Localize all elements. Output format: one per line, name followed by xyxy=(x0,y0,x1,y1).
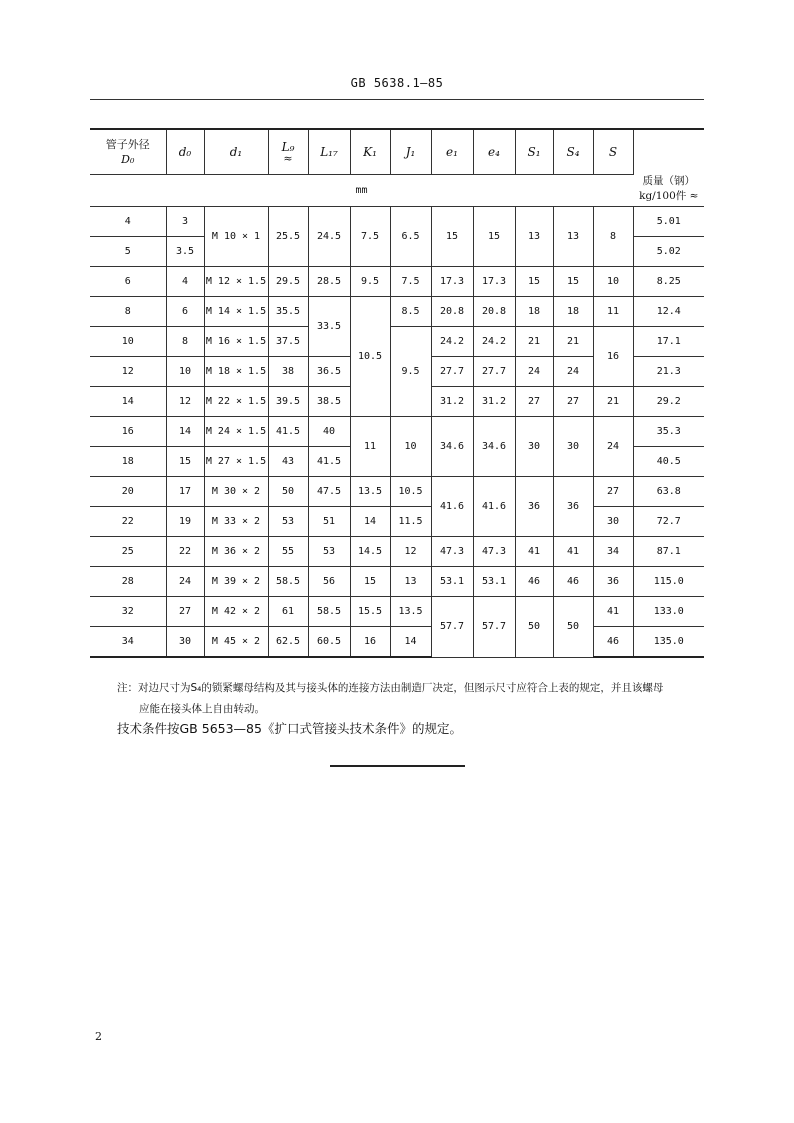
cell-L17: 58.5 xyxy=(308,597,350,627)
cell-D0: 12 xyxy=(90,357,166,387)
cell-L17: 47.5 xyxy=(308,477,350,507)
note-line-2: 应能在接头体上自由转动。 xyxy=(139,703,265,715)
cell-J1: 10 xyxy=(390,417,431,477)
cell-d1: M 22 × 1.5 xyxy=(204,387,268,417)
cell-d1: M 24 × 1.5 xyxy=(204,417,268,447)
cell-K1: 14 xyxy=(350,507,390,537)
cell-L17: 24.5 xyxy=(308,207,350,267)
cell-d1: M 30 × 2 xyxy=(204,477,268,507)
header-L17: L₁₇ xyxy=(308,129,350,175)
cell-D0: 20 xyxy=(90,477,166,507)
cell-mass: 40.5 xyxy=(633,447,704,477)
cell-J1: 13 xyxy=(390,567,431,597)
cell-K1: 15.5 xyxy=(350,597,390,627)
cell-S4: 18 xyxy=(553,297,593,327)
header-S: S xyxy=(593,129,633,175)
header-mass-label: 质量（钢） xyxy=(642,175,695,187)
cell-S4: 30 xyxy=(553,417,593,477)
cell-L9: 62.5 xyxy=(268,627,308,658)
cell-S1: 30 xyxy=(515,417,553,477)
header-pipe-od-symbol: D₀ xyxy=(121,153,135,166)
cell-L17: 40 xyxy=(308,417,350,447)
cell-S4: 24 xyxy=(553,357,593,387)
cell-K1: 16 xyxy=(350,627,390,658)
cell-D0: 8 xyxy=(90,297,166,327)
header-e4: e₄ xyxy=(473,129,515,175)
cell-e4: 57.7 xyxy=(473,597,515,658)
cell-D0: 10 xyxy=(90,327,166,357)
cell-L9: 25.5 xyxy=(268,207,308,267)
cell-L17: 60.5 xyxy=(308,627,350,658)
cell-K1: 11 xyxy=(350,417,390,477)
cell-L17: 51 xyxy=(308,507,350,537)
cell-K1: 14.5 xyxy=(350,537,390,567)
cell-D0: 32 xyxy=(90,597,166,627)
cell-d1: M 33 × 2 xyxy=(204,507,268,537)
cell-L9: 55 xyxy=(268,537,308,567)
cell-S: 36 xyxy=(593,567,633,597)
cell-d1: M 45 × 2 xyxy=(204,627,268,658)
cell-J1: 11.5 xyxy=(390,507,431,537)
table-row xyxy=(90,507,704,537)
cell-mass: 133.0 xyxy=(633,597,704,627)
cell-L17: 33.5 xyxy=(308,297,350,357)
header-mass xyxy=(633,129,704,207)
cell-S1: 41 xyxy=(515,537,553,567)
cell-S1: 18 xyxy=(515,297,553,327)
cell-S: 11 xyxy=(593,297,633,327)
cell-d0: 10 xyxy=(166,357,204,387)
header-S4: S₄ xyxy=(553,129,593,175)
cell-S: 30 xyxy=(593,507,633,537)
cell-d1: M 36 × 2 xyxy=(204,537,268,567)
cell-e4: 24.2 xyxy=(473,327,515,357)
cell-S1: 15 xyxy=(515,267,553,297)
approx-symbol: ≈ xyxy=(283,152,293,165)
cell-S: 10 xyxy=(593,267,633,297)
cell-mass: 87.1 xyxy=(633,537,704,567)
cell-e1: 17.3 xyxy=(431,267,473,297)
cell-e4: 15 xyxy=(473,207,515,267)
cell-S1: 27 xyxy=(515,387,553,417)
table-row xyxy=(90,327,704,357)
cell-e4: 34.6 xyxy=(473,417,515,477)
cell-e1: 57.7 xyxy=(431,597,473,658)
cell-J1: 13.5 xyxy=(390,597,431,627)
cell-L17: 38.5 xyxy=(308,387,350,417)
header-e1: e₁ xyxy=(431,129,473,175)
cell-d1: M 27 × 1.5 xyxy=(204,447,268,477)
cell-L17: 36.5 xyxy=(308,357,350,387)
header-d0: d₀ xyxy=(166,129,204,175)
cell-e4: 53.1 xyxy=(473,567,515,597)
cell-S4: 50 xyxy=(553,597,593,658)
cell-D0: 4 xyxy=(90,207,166,237)
cell-d0: 17 xyxy=(166,477,204,507)
header-pipe-od xyxy=(90,129,166,175)
cell-S4: 13 xyxy=(553,207,593,267)
cell-L17: 41.5 xyxy=(308,447,350,477)
cell-L9: 58.5 xyxy=(268,567,308,597)
cell-d0: 15 xyxy=(166,447,204,477)
cell-L17: 53 xyxy=(308,537,350,567)
cell-K1: 7.5 xyxy=(350,207,390,267)
standard-code: GB 5638.1—85 xyxy=(350,76,444,90)
cell-e4: 17.3 xyxy=(473,267,515,297)
cell-D0: 25 xyxy=(90,537,166,567)
cell-J1: 10.5 xyxy=(390,477,431,507)
cell-mass: 21.3 xyxy=(633,357,704,387)
cell-D0: 6 xyxy=(90,267,166,297)
cell-J1: 14 xyxy=(390,627,431,658)
cell-J1: 8.5 xyxy=(390,297,431,327)
cell-L9: 53 xyxy=(268,507,308,537)
cell-d0: 8 xyxy=(166,327,204,357)
cell-d0: 14 xyxy=(166,417,204,447)
header-mass-unit: kg/100件 ≈ xyxy=(639,190,699,202)
cell-d0: 6 xyxy=(166,297,204,327)
cell-e1: 20.8 xyxy=(431,297,473,327)
cell-J1: 7.5 xyxy=(390,267,431,297)
cell-mass: 8.25 xyxy=(633,267,704,297)
cell-L9: 35.5 xyxy=(268,297,308,327)
cell-J1: 12 xyxy=(390,537,431,567)
cell-d0: 22 xyxy=(166,537,204,567)
cell-D0: 16 xyxy=(90,417,166,447)
unit-label: mm xyxy=(90,175,633,207)
note-line-1: 注：对边尺寸为S₄的锁紧螺母结构及其与接头体的连接方法由制造厂决定，但图示尺寸应符合上表的规定，并且该螺母 xyxy=(117,682,664,694)
cell-S4: 15 xyxy=(553,267,593,297)
cell-S4: 27 xyxy=(553,387,593,417)
cell-S: 16 xyxy=(593,327,633,387)
dimension-table xyxy=(90,128,704,658)
cell-d1: M 10 × 1 xyxy=(204,207,268,267)
cell-L9: 50 xyxy=(268,477,308,507)
cell-d0: 3.5 xyxy=(166,237,204,267)
cell-K1: 10.5 xyxy=(350,297,390,417)
header-K1: K₁ xyxy=(350,129,390,175)
cell-e1: 34.6 xyxy=(431,417,473,477)
cell-L17: 56 xyxy=(308,567,350,597)
cell-S: 24 xyxy=(593,417,633,477)
table-row xyxy=(90,567,704,597)
cell-K1: 15 xyxy=(350,567,390,597)
cell-d0: 27 xyxy=(166,597,204,627)
cell-e4: 47.3 xyxy=(473,537,515,567)
cell-d0: 12 xyxy=(166,387,204,417)
cell-d0: 19 xyxy=(166,507,204,537)
cell-d0: 24 xyxy=(166,567,204,597)
table-row xyxy=(90,267,704,297)
table-row xyxy=(90,537,704,567)
cell-D0: 22 xyxy=(90,507,166,537)
cell-S: 34 xyxy=(593,537,633,567)
cell-mass: 29.2 xyxy=(633,387,704,417)
cell-S: 46 xyxy=(593,627,633,658)
cell-S1: 13 xyxy=(515,207,553,267)
cell-S4: 21 xyxy=(553,327,593,357)
table-row xyxy=(90,207,704,237)
cell-d0: 3 xyxy=(166,207,204,237)
header-d1: d₁ xyxy=(204,129,268,175)
cell-e1: 53.1 xyxy=(431,567,473,597)
cell-L9: 29.5 xyxy=(268,267,308,297)
cell-d1: M 39 × 2 xyxy=(204,567,268,597)
cell-D0: 18 xyxy=(90,447,166,477)
cell-L9: 38 xyxy=(268,357,308,387)
cell-e4: 20.8 xyxy=(473,297,515,327)
cell-S: 8 xyxy=(593,207,633,267)
cell-e1: 15 xyxy=(431,207,473,267)
cell-K1: 9.5 xyxy=(350,267,390,297)
cell-e4: 41.6 xyxy=(473,477,515,537)
cell-D0: 34 xyxy=(90,627,166,658)
header-divider xyxy=(90,99,704,100)
cell-K1: 13.5 xyxy=(350,477,390,507)
cell-e1: 47.3 xyxy=(431,537,473,567)
technical-conditions: 技术条件按GB 5653—85《扩口式管接头技术条件》的规定。 xyxy=(117,721,462,736)
cell-S1: 50 xyxy=(515,597,553,658)
table-row xyxy=(90,477,704,507)
cell-S: 21 xyxy=(593,387,633,417)
cell-mass: 5.01 xyxy=(633,207,704,237)
cell-L17: 28.5 xyxy=(308,267,350,297)
cell-mass: 72.7 xyxy=(633,507,704,537)
cell-d1: M 16 × 1.5 xyxy=(204,327,268,357)
cell-mass: 5.02 xyxy=(633,237,704,267)
table-note xyxy=(117,678,717,720)
cell-S4: 41 xyxy=(553,537,593,567)
cell-mass: 115.0 xyxy=(633,567,704,597)
cell-d0: 4 xyxy=(166,267,204,297)
header-J1: J₁ xyxy=(390,129,431,175)
cell-S: 41 xyxy=(593,597,633,627)
cell-e1: 24.2 xyxy=(431,327,473,357)
cell-e1: 41.6 xyxy=(431,477,473,537)
cell-J1: 9.5 xyxy=(390,327,431,417)
cell-S1: 21 xyxy=(515,327,553,357)
cell-S4: 46 xyxy=(553,567,593,597)
cell-S4: 36 xyxy=(553,477,593,537)
cell-d1: M 18 × 1.5 xyxy=(204,357,268,387)
cell-L9: 43 xyxy=(268,447,308,477)
cell-mass: 12.4 xyxy=(633,297,704,327)
header-L9 xyxy=(268,129,308,175)
cell-e1: 27.7 xyxy=(431,357,473,387)
header-pipe-od-label: 管子外径 xyxy=(105,138,150,151)
table-row xyxy=(90,417,704,447)
cell-d1: M 42 × 2 xyxy=(204,597,268,627)
cell-L9: 41.5 xyxy=(268,417,308,447)
cell-L9: 37.5 xyxy=(268,327,308,357)
header-S1: S₁ xyxy=(515,129,553,175)
cell-S1: 24 xyxy=(515,357,553,387)
cell-mass: 135.0 xyxy=(633,627,704,658)
table-row xyxy=(90,297,704,327)
cell-mass: 63.8 xyxy=(633,477,704,507)
cell-mass: 17.1 xyxy=(633,327,704,357)
page-number: 2 xyxy=(95,1030,102,1043)
cell-d0: 30 xyxy=(166,627,204,658)
header-L9-symbol: L₉ xyxy=(281,140,295,154)
cell-S1: 46 xyxy=(515,567,553,597)
cell-L9: 61 xyxy=(268,597,308,627)
cell-e4: 27.7 xyxy=(473,357,515,387)
cell-S: 27 xyxy=(593,477,633,507)
table-row xyxy=(90,627,704,658)
cell-D0: 28 xyxy=(90,567,166,597)
cell-S1: 36 xyxy=(515,477,553,537)
cell-e1: 31.2 xyxy=(431,387,473,417)
cell-D0: 5 xyxy=(90,237,166,267)
cell-D0: 14 xyxy=(90,387,166,417)
cell-J1: 6.5 xyxy=(390,207,431,267)
cell-d1: M 12 × 1.5 xyxy=(204,267,268,297)
cell-e4: 31.2 xyxy=(473,387,515,417)
cell-mass: 35.3 xyxy=(633,417,704,447)
end-divider xyxy=(330,765,465,767)
cell-L9: 39.5 xyxy=(268,387,308,417)
table-row xyxy=(90,597,704,627)
cell-d1: M 14 × 1.5 xyxy=(204,297,268,327)
